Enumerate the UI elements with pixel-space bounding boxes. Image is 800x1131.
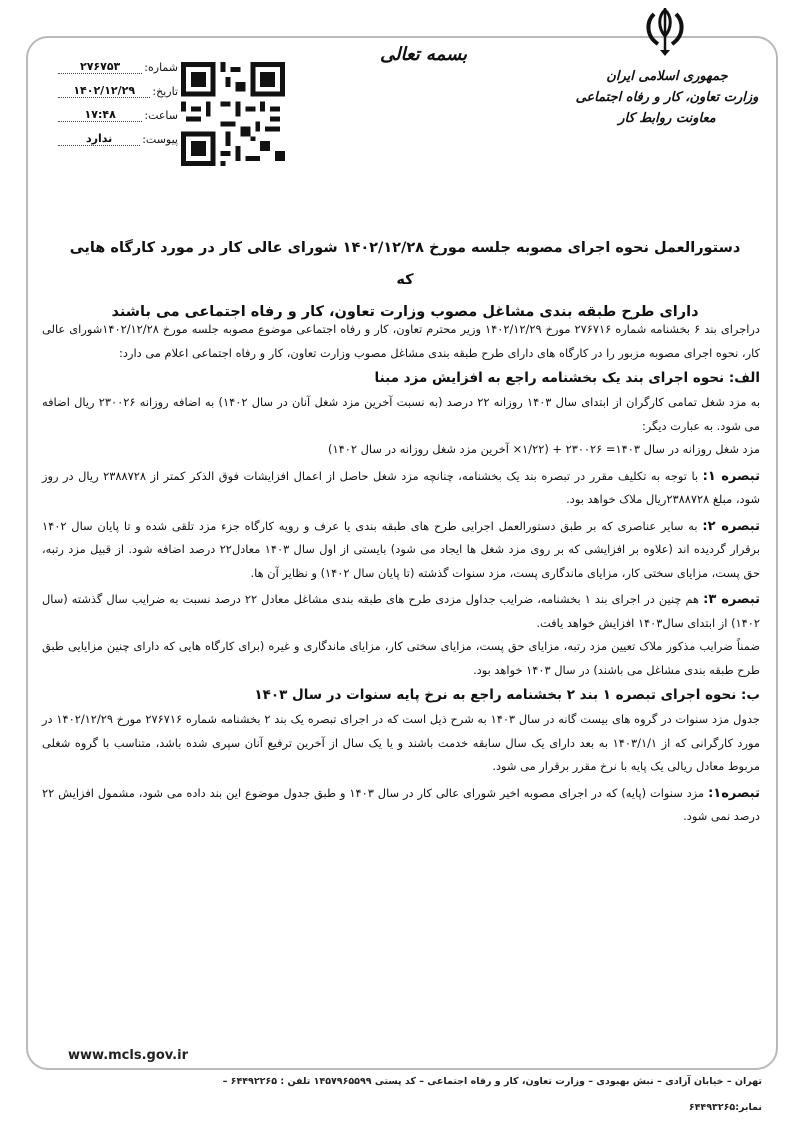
qr-code-icon (181, 62, 285, 166)
note-2 (42, 515, 760, 586)
document-title (60, 232, 750, 328)
footer-address: تهران – خیابان آزادی – نبش بهبودی – وزارت تعاون، کار و رفاه اجتماعی – کد پستی ۱۴۵۷۹۶۵۵۹۹ تلفن : ۶۴۴۹۲۲۶۵ – (222, 1076, 762, 1087)
meta-value: ۱۷:۴۸ (58, 108, 142, 122)
paragraph: جدول مزد سنوات در گروه های بیست گانه در سال ۱۴۰۳ به شرح ذیل است که در اجرای تبصره یک بند ۲ بخشنامه شماره ۲۷۶۷۱۶ مورخ ۱۴۰۲/۱۲/۲۹ در مورد کارگرانی که از ۱۴۰۳/۱/۱ به بعد دارای یک سال سابقه خدمت باشند و یا یک سال از آخرین ترفیع آنان سپری شده باشد، متناسب با گروه شغلی مربوط معادل ریالی یک پایه با نرخ مقرر برقرار می شود. (42, 712, 760, 773)
website-link[interactable]: www.mcls.gov.ir (62, 1048, 194, 1063)
note-label: تبصره ۱: (702, 468, 760, 484)
note-label: تبصره ۳: (703, 592, 761, 607)
document-body (42, 318, 760, 829)
note-3 (42, 588, 760, 635)
note-text: به سایر عناصری که بر طبق دستورالعمل اجرایی طرح های طبقه بندی یا عرف و رویه کارگاه جزء مزد تلقی شده و تا پایان سال ۱۴۰۲ برقرار گردیده اند (علاوه بر افزایشی که بر روی مزد شغل ها ایجاد می شود) بایستی از اول سال ۱۴۰۳ معادل۲۲ درصد اضافه شود. از قبیل مزد رتبه، حق پست، مزایای سختی کار، مزایای ماندگاری پست، مزد سنوات گذشته (تا پایان سال ۱۴۰۲) و نظایر آن ها. (42, 518, 760, 580)
note-text: مزد سنوات (پایه) که در اجرای مصوبه اخیر شورای عالی کار در سال ۱۴۰۳ و طبق جدول موضوع این بند داده می شود، مشمول افزایش ۲۲ درصد نمی شود. (42, 785, 760, 823)
section-heading-a: الف: نحوه اجرای بند یک بخشنامه راجع به افزایش مزد مبنا (374, 370, 760, 386)
ministry-line: معاونت روابط کار (618, 111, 716, 126)
note-text: با توجه به تکلیف مقرر در تبصره بند یک بخشنامه، چنانچه مزد شغل حاصل از اعمال افزایشات فوق الذکر کمتر از ۲۳۸۸۷۲۸ ریال در روز شود، مبلغ ۲۳۸۸۷۲۸ریال ملاک خواهد بود. (42, 468, 760, 506)
iran-emblem-icon (640, 6, 690, 58)
formula-line: مزد شغل روزانه در سال ۱۴۰۳= ۲۳۰۰۲۶ + (۱/۲۲× آخرین مزد شغل روزانه در سال ۱۴۰۲) (328, 442, 760, 456)
meta-label: ساعت: (144, 109, 178, 122)
note-label: تبصره ۲: (702, 518, 760, 534)
title-line: دارای طرح طبقه بندی مشاغل مصوب وزارت تعاون، کار و رفاه اجتماعی می باشند (111, 304, 699, 320)
footer-fax: نمابر:۶۴۴۹۳۲۶۵ (688, 1102, 762, 1113)
meta-value: ۱۴۰۲/۱۲/۲۹ (58, 84, 150, 98)
meta-label: پیوست: (142, 133, 178, 146)
section-heading-b: ب: نحوه اجرای تبصره ۱ بند ۲ بخشنامه راجع به نرخ پایه سنوات در سال ۱۴۰۳ (254, 687, 760, 703)
meta-value: ندارد (58, 132, 140, 146)
meta-time-row (58, 98, 178, 122)
intro-paragraph: دراجرای بند ۶ بخشنامه شماره ۲۷۶۷۱۶ مورخ ۱۴۰۲/۱۲/۲۹ وزیر محترم تعاون، کار و رفاه اجتماعی موضوع مصوبه جلسه مورخ ۱۴۰۲/۱۲/۲۸شورای عالی کار، نحوه اجرای مصوبه مزبور را در کارگاه های دارای طرح طبقه بندی مشاغل مصوب وزارت تعاون، کار و رفاه اجتماعی اعلام می دارد: (42, 322, 760, 360)
paragraph: ضمناً ضرایب مذکور ملاک تعیین مزد رتبه، مزایای حق پست، مزایای سختی کار، مزایای ماندگاری و غیره (برای کارگاه هایی که دارای چنین مزایایی طبق طرح طبقه بندی مشاغل می باشند) در سال ۱۴۰۳ خواهد بود. (42, 639, 760, 677)
note-1 (42, 465, 760, 512)
note-label: تبصره۱: (708, 785, 760, 801)
meta-label: تاریخ: (152, 85, 178, 98)
letter-meta (58, 50, 178, 146)
meta-label: شماره: (144, 61, 178, 74)
note-4 (42, 782, 760, 829)
ministry-header (562, 66, 772, 129)
meta-value: ۲۷۶۷۵۳ (58, 60, 142, 74)
meta-attachment-row (58, 122, 178, 146)
basmala: بسمه تعالی (380, 44, 468, 65)
paragraph: به مزد شغل تمامی کارگران از ابتدای سال ۱۴۰۳ روزانه ۲۲ درصد (به نسبت آخرین مزد شغل آنان در سال ۱۴۰۲) به اضافه روزانه ۲۳۰۰۲۶ ریال اضافه می شود. به عبارت دیگر: (42, 395, 761, 433)
meta-date-row (58, 74, 178, 98)
ministry-line: وزارت تعاون، کار و رفاه اجتماعی (575, 90, 759, 105)
title-line: دستورالعمل نحوه اجرای مصوبه جلسه مورخ ۱۴۰۲/۱۲/۲۸ شورای عالی کار در مورد کارگاه هایی که (69, 240, 741, 288)
meta-number-row (58, 50, 178, 74)
ministry-line: جمهوری اسلامی ایران (606, 69, 728, 84)
note-text: هم چنین در اجرای بند ۱ بخشنامه، ضرایب جداول مزدی طرح های طبقه بندی مشاغل معادل ۲۲ درصد نسبت به ضرایب سال گذشته (سال ۱۴۰۲) از ابتدای سال۱۴۰۳ افزایش خواهد یافت. (42, 592, 760, 630)
